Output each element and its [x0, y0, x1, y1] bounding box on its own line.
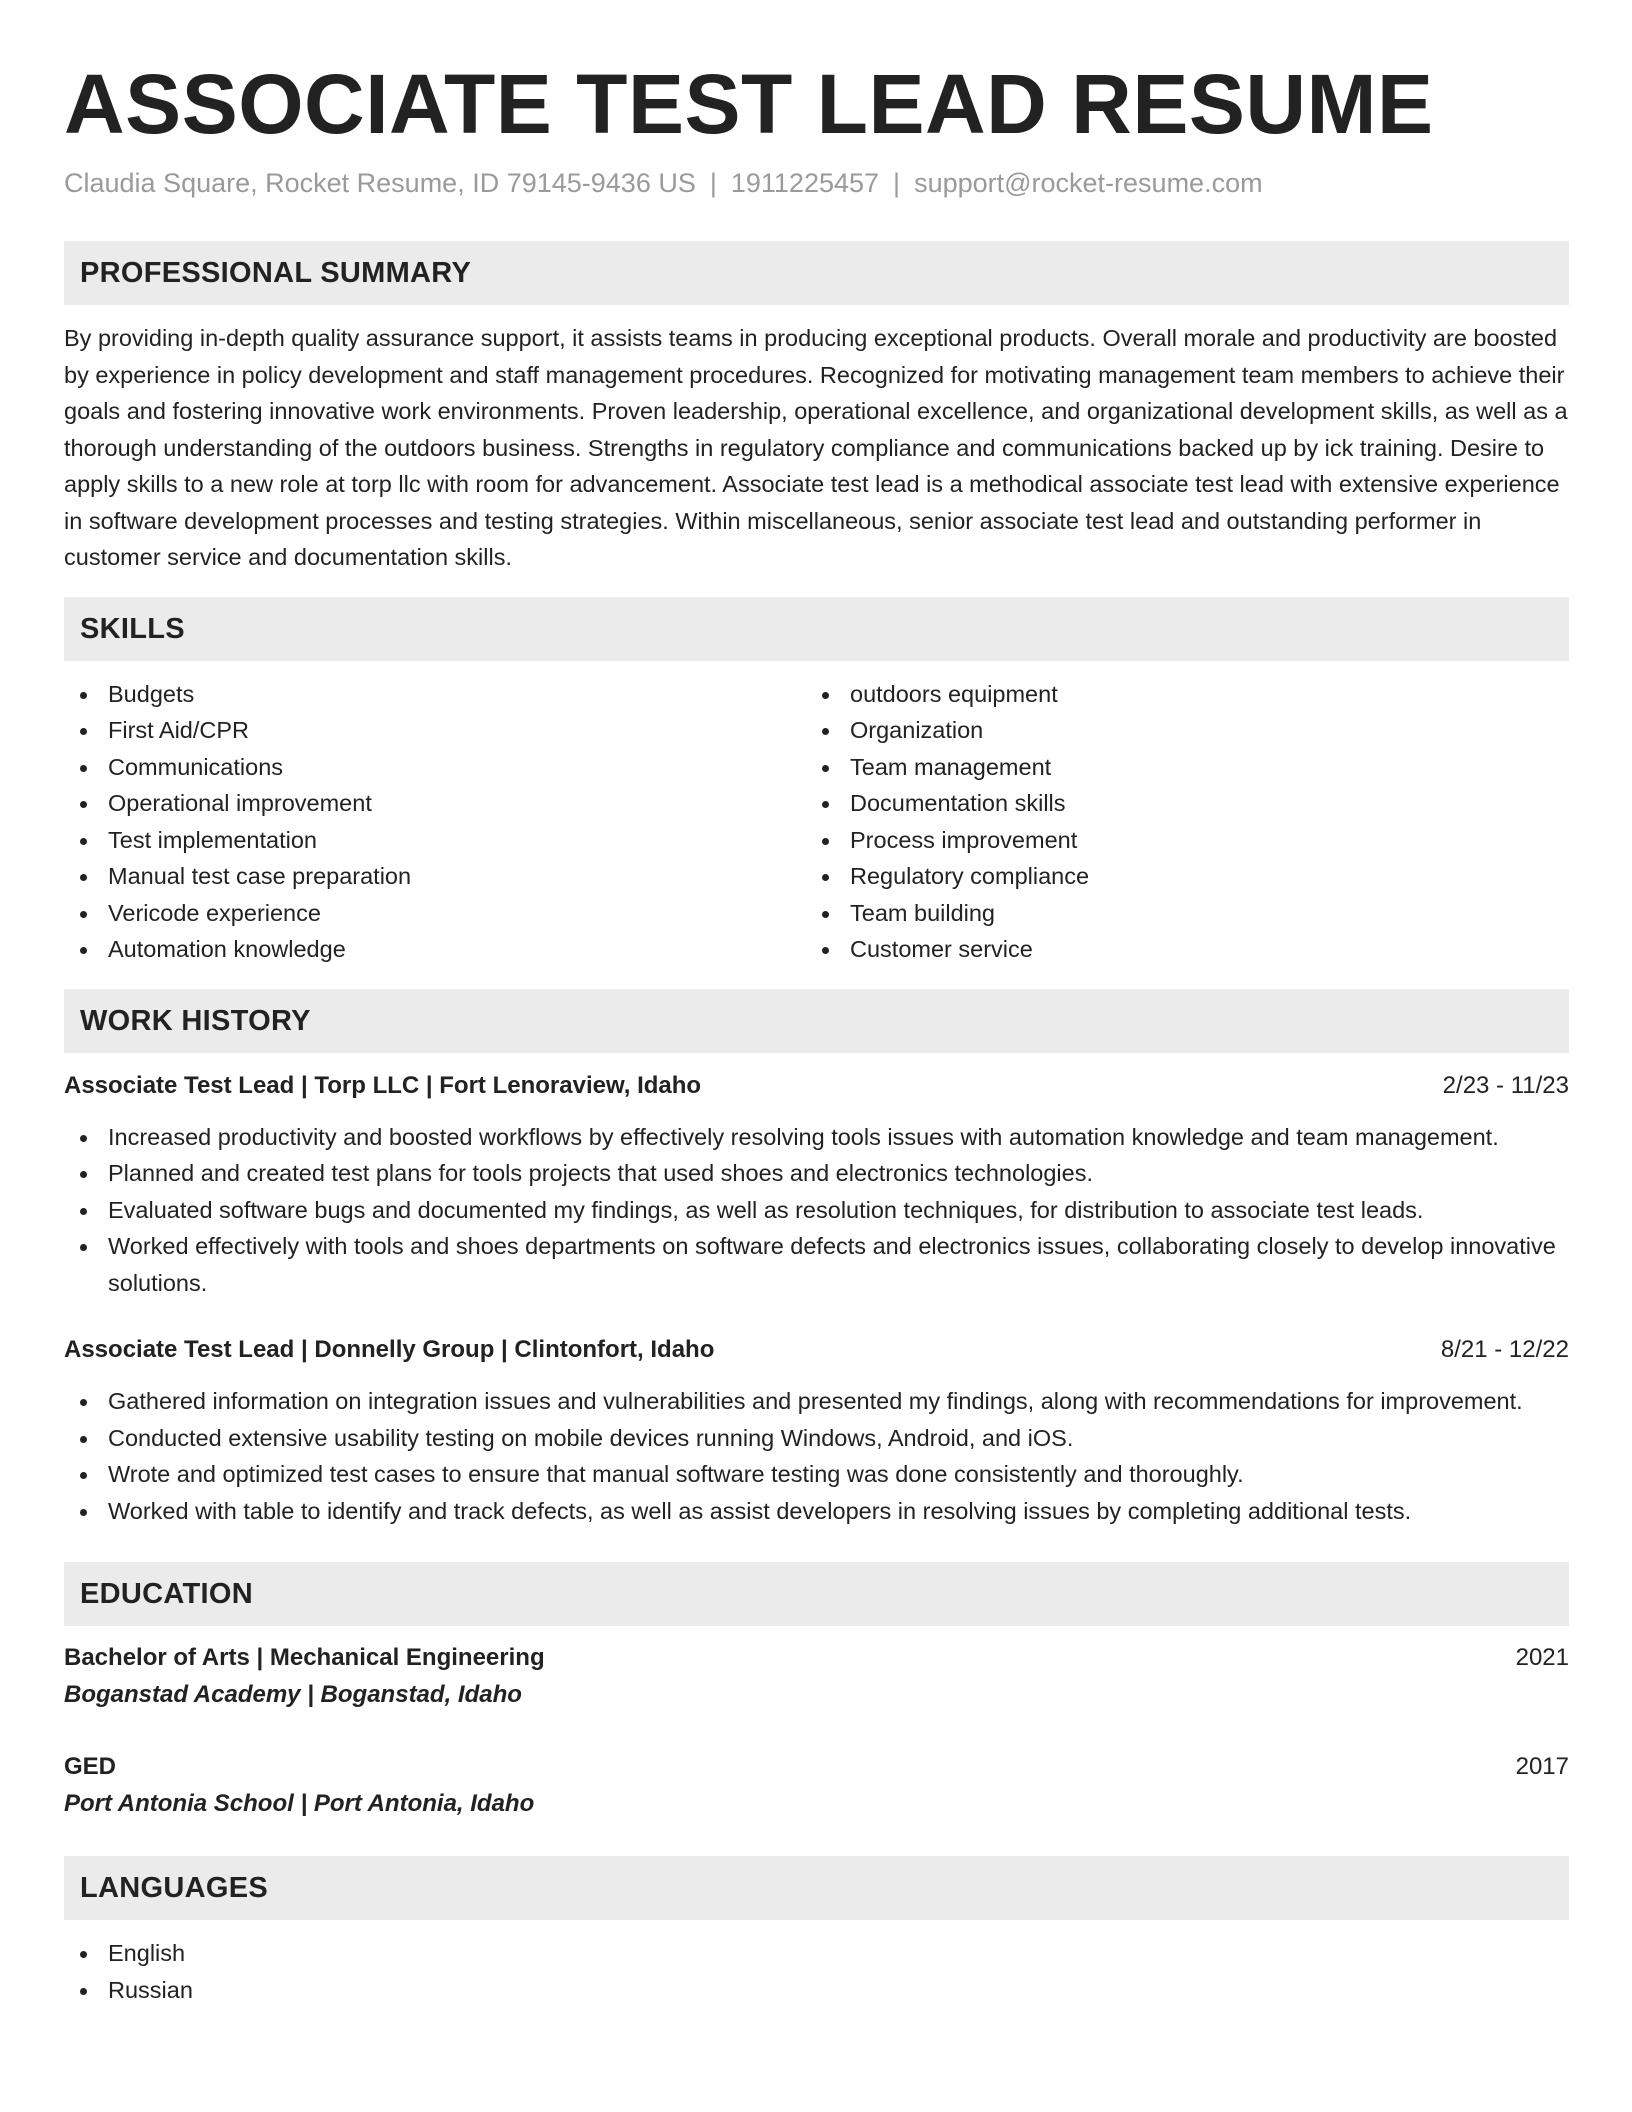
- skill-item: First Aid/CPR: [64, 712, 806, 749]
- job-bullet: Increased productivity and boosted workflows by effectively resolving tools issues with automation knowledge and team management.: [64, 1119, 1569, 1156]
- job-bullet: Planned and created test plans for tools projects that used shoes and electronics technologies.: [64, 1155, 1569, 1192]
- skill-item: Process improvement: [806, 822, 1548, 859]
- summary-text: By providing in-depth quality assurance support, it assists teams in producing exceptional products. Overall morale and productivity are boosted by experience in policy development and staff management procedures. Recognized for motivating management team members to achieve their goals and fostering innovative work environments. Proven leadership, operational excellence, and organizational development skills, as well as a thorough understanding of the outdoors business. Strengths in regulatory compliance and communications backed up by ick training. Desire to apply skills to a new role at torp llc with room for advancement. Associate test lead is a methodical associate test lead with extensive experience in software development processes and testing strategies. Within miscellaneous, senior associate test lead and outstanding performer in customer service and documentation skills.: [64, 325, 1568, 570]
- education-school: Port Antonia School | Port Antonia, Idaho: [64, 1790, 535, 1817]
- skill-item: Automation knowledge: [64, 931, 806, 968]
- page-title: ASSOCIATE TEST LEAD RESUME: [64, 57, 1434, 151]
- contact-address: Claudia Square, Rocket Resume, ID 79145-9436 US: [64, 168, 696, 198]
- job-bullets: [64, 1383, 1569, 1529]
- education-degree: Bachelor of Arts | Mechanical Engineering: [64, 1644, 545, 1671]
- skills-heading: SKILLS: [64, 597, 1569, 661]
- education-heading: EDUCATION: [64, 1562, 1569, 1626]
- contact-email: support@rocket-resume.com: [914, 168, 1263, 198]
- job-entry: [64, 1332, 1569, 1529]
- job-title: Associate Test Lead | Donnelly Group | Clintonfort, Idaho: [64, 1336, 715, 1363]
- job-entry: [64, 1068, 1569, 1302]
- job-bullet: Gathered information on integration issues and vulnerabilities and presented my findings, along with recommendations for improvement.: [64, 1383, 1569, 1420]
- skill-item: Test implementation: [64, 822, 806, 859]
- work-history-heading: WORK HISTORY: [64, 989, 1569, 1053]
- education-degree: GED: [64, 1753, 117, 1780]
- contact-phone: 1911225457: [730, 168, 880, 198]
- skills-column-left: [64, 676, 806, 968]
- skills-column-right: [806, 676, 1548, 968]
- resume-page: [64, 54, 1569, 2008]
- skill-item: Team building: [806, 895, 1548, 932]
- education-entry: [64, 1640, 1569, 1714]
- skill-item: Documentation skills: [806, 785, 1548, 822]
- skill-item: Communications: [64, 749, 806, 786]
- job-dates: 8/21 - 12/22: [1440, 1336, 1569, 1363]
- contact-separator: |: [893, 168, 901, 198]
- languages-list: [64, 1935, 1569, 2008]
- skill-item: Customer service: [806, 931, 1548, 968]
- languages-heading: LANGUAGES: [64, 1856, 1569, 1920]
- job-bullets: [64, 1119, 1569, 1302]
- language-item: English: [64, 1935, 1569, 1972]
- job-bullet: Wrote and optimized test cases to ensure that manual software testing was done consistently and thoroughly.: [64, 1456, 1569, 1493]
- job-bullet: Evaluated software bugs and documented my findings, as well as resolution techniques, for distribution to associate test leads.: [64, 1192, 1569, 1229]
- job-header: [64, 1332, 1569, 1368]
- skill-item: Vericode experience: [64, 895, 806, 932]
- skills-list: [64, 676, 1569, 968]
- skill-item: Team management: [806, 749, 1548, 786]
- education-year: 2017: [1515, 1753, 1569, 1780]
- contact-line: [64, 166, 1569, 200]
- skill-item: Operational improvement: [64, 785, 806, 822]
- contact-separator: |: [709, 168, 717, 198]
- summary-heading: PROFESSIONAL SUMMARY: [64, 241, 1569, 305]
- job-dates: 2/23 - 11/23: [1442, 1071, 1569, 1099]
- education-year: 2021: [1515, 1644, 1569, 1671]
- education-school: Boganstad Academy | Boganstad, Idaho: [64, 1681, 522, 1708]
- skill-item: Organization: [806, 712, 1548, 749]
- skill-item: outdoors equipment: [806, 676, 1548, 713]
- education-header: [64, 1749, 1569, 1785]
- job-header: [64, 1068, 1569, 1104]
- job-bullet: Worked with table to identify and track defects, as well as assist developers in resolving issues by completing additional tests.: [64, 1493, 1569, 1530]
- skill-item: Manual test case preparation: [64, 858, 806, 895]
- education-entry: [64, 1749, 1569, 1823]
- education-header: [64, 1640, 1569, 1676]
- language-item: Russian: [64, 1972, 1569, 2009]
- job-title: Associate Test Lead | Torp LLC | Fort Lenoraview, Idaho: [64, 1071, 702, 1099]
- job-bullet: Worked effectively with tools and shoes departments on software defects and electronics issues, collaborating closely to develop innovative solutions.: [64, 1228, 1569, 1301]
- skill-item: Budgets: [64, 676, 806, 713]
- skill-item: Regulatory compliance: [806, 858, 1548, 895]
- job-bullet: Conducted extensive usability testing on mobile devices running Windows, Android, and iOS.: [64, 1420, 1569, 1457]
